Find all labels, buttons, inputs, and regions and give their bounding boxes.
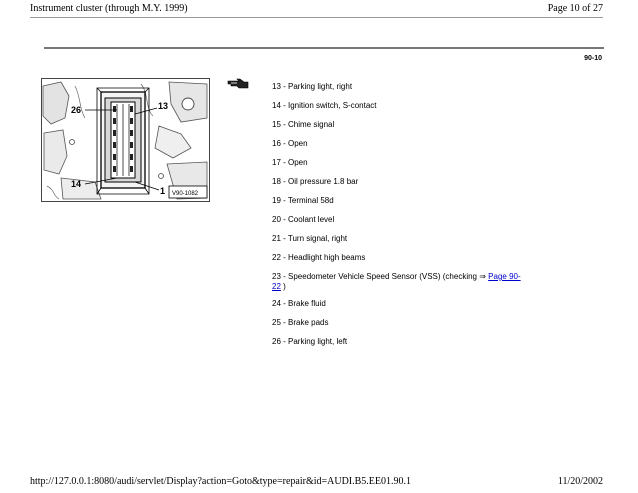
list-item: 21 - Turn signal, right bbox=[272, 234, 348, 243]
list-item bbox=[272, 272, 592, 292]
document-title: Instrument cluster (through M.Y. 1999) bbox=[30, 3, 188, 14]
callout-label: 1 bbox=[160, 186, 166, 196]
list-item: 15 - Chime signal bbox=[272, 120, 335, 129]
list-item: 25 - Brake pads bbox=[272, 318, 329, 327]
pin-assignment-list bbox=[272, 82, 592, 356]
callout-label: 26 bbox=[71, 105, 82, 115]
list-item: 14 - Ignition switch, S-contact bbox=[272, 101, 377, 110]
page-link-label: Page 90- bbox=[488, 272, 521, 281]
print-date: 11/20/2002 bbox=[557, 476, 603, 487]
callout-label: 14 bbox=[71, 179, 82, 189]
list-item: 17 - Open bbox=[272, 158, 308, 167]
page-number: Page 10 of 27 bbox=[547, 3, 603, 14]
header-divider bbox=[30, 17, 603, 18]
list-item: 18 - Oil pressure 1.8 bar bbox=[272, 177, 359, 186]
page-link-label: 22 bbox=[272, 282, 281, 291]
list-item: 22 - Headlight high beams bbox=[272, 253, 366, 262]
list-item: 19 - Terminal 58d bbox=[272, 196, 334, 205]
callout-label: 13 bbox=[158, 101, 169, 111]
list-item: 26 - Parking light, left bbox=[272, 337, 348, 346]
pointing-hand-icon bbox=[227, 78, 249, 90]
list-item-text: 23 - Speedometer Vehicle Speed Sensor (VSS) (checking ⇒ bbox=[272, 272, 489, 281]
list-item: 20 - Coolant level bbox=[272, 215, 335, 224]
list-item: 13 - Parking light, right bbox=[272, 82, 353, 91]
section-number: 90-10 bbox=[584, 55, 602, 62]
list-item: 16 - Open bbox=[272, 139, 308, 148]
figure-id: V90-1082 bbox=[172, 191, 199, 197]
list-item: 24 - Brake fluid bbox=[272, 299, 326, 308]
section-divider bbox=[44, 47, 604, 49]
list-item-text: ) bbox=[280, 282, 286, 291]
connector-illustration bbox=[41, 78, 210, 202]
source-url: http://127.0.0.1:8080/audi/servlet/Display?action=Goto&type=repair&id=AUDI.B5.EE01.90.1 bbox=[30, 476, 412, 487]
